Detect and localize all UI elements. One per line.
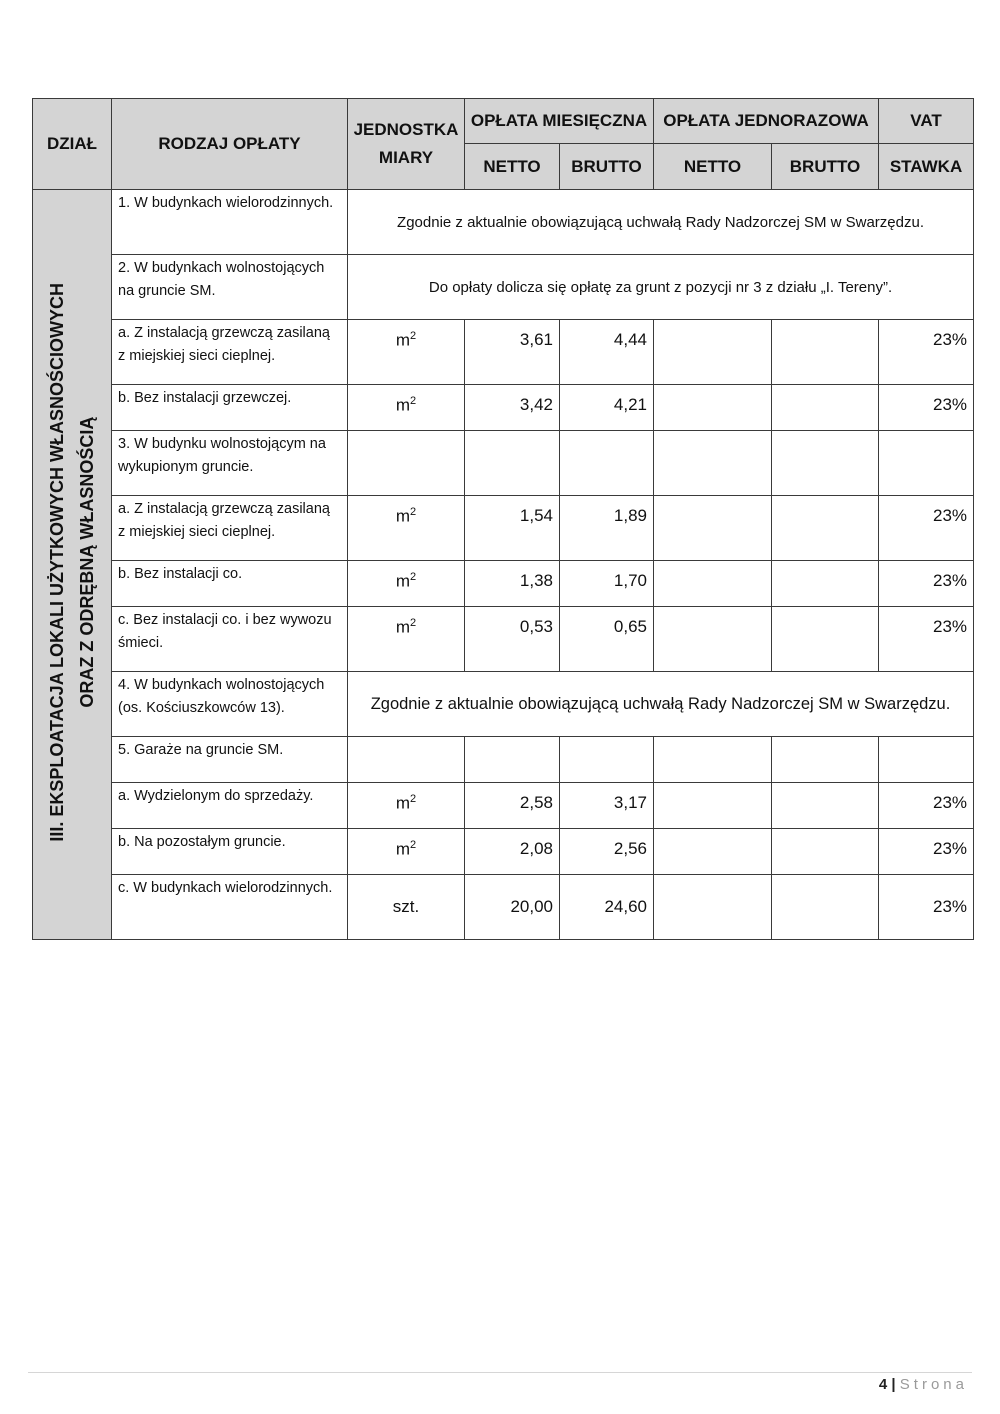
row-unit (348, 496, 465, 561)
header-monthly-netto: NETTO (465, 144, 560, 190)
row-monthly-netto (465, 737, 560, 783)
row-vat-rate (879, 737, 974, 783)
row-description: 3. W budynku wolnostojącym na wykupionym gruncie. (112, 431, 348, 496)
row-onetime-netto (654, 431, 772, 496)
row-onetime-brutto (772, 829, 879, 875)
row-unit (348, 783, 465, 829)
row-monthly-netto: 0,53 (465, 607, 560, 672)
unit-exponent: 2 (410, 330, 417, 342)
row-vat-rate: 23% (879, 607, 974, 672)
header-vat: VAT (879, 99, 974, 144)
row-vat-rate: 23% (879, 561, 974, 607)
table-row (33, 829, 974, 875)
footer-divider (28, 1372, 972, 1373)
row-unit (348, 320, 465, 385)
header-onetime-brutto: BRUTTO (772, 144, 879, 190)
header-jednostka-line2: MIARY (378, 148, 434, 167)
unit-exponent: 2 (410, 571, 417, 583)
row-vat-rate: 23% (879, 320, 974, 385)
table-row (33, 496, 974, 561)
table-row (33, 783, 974, 829)
row-vat-rate: 23% (879, 783, 974, 829)
header-jednostka-miary (348, 99, 465, 190)
row-vat-rate: 23% (879, 496, 974, 561)
row-vat-rate (879, 431, 974, 496)
table-row (33, 385, 974, 431)
header-monthly-brutto: BRUTTO (560, 144, 654, 190)
row-unit (348, 385, 465, 431)
row-onetime-netto (654, 320, 772, 385)
row-monthly-brutto: 1,89 (560, 496, 654, 561)
row-description: b. Na pozostałym gruncie. (112, 829, 348, 875)
row-monthly-netto: 2,08 (465, 829, 560, 875)
header-vat-stawka: STAWKA (879, 144, 974, 190)
row-monthly-brutto: 1,70 (560, 561, 654, 607)
section-label-cell (33, 190, 112, 940)
table-row (33, 875, 974, 940)
table-row (33, 561, 974, 607)
row-description: c. W budynkach wielorodzinnych. (112, 875, 348, 940)
row-unit (348, 431, 465, 496)
row-onetime-brutto (772, 783, 879, 829)
table-row (33, 255, 974, 320)
page-separator: | (891, 1376, 896, 1393)
row-merged-note: Do opłaty dolicza się opłatę za grunt z pozycji nr 3 z działu „I. Tereny”. (348, 255, 974, 320)
row-monthly-brutto: 3,17 (560, 783, 654, 829)
row-description: c. Bez instalacji co. i bez wywozu śmieci. (112, 607, 348, 672)
row-onetime-brutto (772, 431, 879, 496)
row-monthly-netto: 20,00 (465, 875, 560, 940)
unit-text: m (395, 330, 411, 350)
unit-text: m (395, 506, 411, 526)
table-row (33, 190, 974, 255)
row-vat-rate: 23% (879, 829, 974, 875)
row-onetime-brutto (772, 385, 879, 431)
row-monthly-netto: 3,42 (465, 385, 560, 431)
table-row (33, 737, 974, 783)
row-unit: szt. (348, 875, 465, 940)
row-unit (348, 561, 465, 607)
row-merged-note: Zgodnie z aktualnie obowiązującą uchwałą Rady Nadzorczej SM w Swarzędzu. (348, 190, 974, 255)
row-description: a. Z instalacją grzewczą zasilaną z miejskiej sieci cieplnej. (112, 320, 348, 385)
table-row (33, 320, 974, 385)
unit-text: m (395, 617, 411, 637)
unit-exponent: 2 (410, 395, 417, 407)
row-description: 4. W budynkach wolnostojących (os. Kościuszkowców 13). (112, 672, 348, 737)
row-onetime-brutto (772, 607, 879, 672)
header-oplata-jednorazowa: OPŁATA JEDNORAZOWA (654, 99, 879, 144)
row-onetime-brutto (772, 320, 879, 385)
row-onetime-brutto (772, 496, 879, 561)
row-monthly-brutto: 4,21 (560, 385, 654, 431)
row-monthly-brutto (560, 737, 654, 783)
row-onetime-brutto (772, 737, 879, 783)
row-monthly-brutto: 0,65 (560, 607, 654, 672)
row-merged-note: Zgodnie z aktualnie obowiązującą uchwałą Rady Nadzorczej SM w Swarzędzu. (348, 672, 974, 737)
table-row (33, 672, 974, 737)
unit-exponent: 2 (410, 506, 417, 518)
row-description: a. Z instalacją grzewczą zasilaną z miejskiej sieci cieplnej. (112, 496, 348, 561)
row-monthly-netto: 2,58 (465, 783, 560, 829)
row-vat-rate: 23% (879, 385, 974, 431)
header-dzial: DZIAŁ (33, 99, 112, 190)
unit-exponent: 2 (410, 839, 417, 851)
header-oplata-miesieczna: OPŁATA MIESIĘCZNA (465, 99, 654, 144)
row-monthly-brutto (560, 431, 654, 496)
unit-text: m (395, 571, 411, 591)
unit-text: m (395, 839, 411, 859)
row-onetime-netto (654, 875, 772, 940)
page-label: Strona (899, 1376, 968, 1393)
row-description: 5. Garaże na gruncie SM. (112, 737, 348, 783)
fees-table (32, 98, 974, 940)
row-description: a. Wydzielonym do sprzedaży. (112, 783, 348, 829)
table-row (33, 431, 974, 496)
row-unit (348, 829, 465, 875)
row-monthly-brutto: 24,60 (560, 875, 654, 940)
section-title (42, 283, 102, 842)
header-rodzaj-oplaty: RODZAJ OPŁATY (112, 99, 348, 190)
row-monthly-netto: 3,61 (465, 320, 560, 385)
row-monthly-netto: 1,38 (465, 561, 560, 607)
row-description: 1. W budynkach wielorodzinnych. (112, 190, 348, 255)
unit-exponent: 2 (410, 617, 417, 629)
header-jednostka-line1: JEDNOSTKA (353, 120, 459, 139)
row-monthly-brutto: 4,44 (560, 320, 654, 385)
row-vat-rate: 23% (879, 875, 974, 940)
row-onetime-brutto (772, 875, 879, 940)
page-number: 4 (878, 1376, 888, 1393)
row-onetime-netto (654, 385, 772, 431)
page-footer (879, 1376, 968, 1393)
row-onetime-brutto (772, 561, 879, 607)
row-onetime-netto (654, 737, 772, 783)
row-monthly-brutto: 2,56 (560, 829, 654, 875)
row-description: 2. W budynkach wolnostojących na gruncie SM. (112, 255, 348, 320)
unit-text: m (395, 793, 411, 813)
header-onetime-netto: NETTO (654, 144, 772, 190)
row-onetime-netto (654, 561, 772, 607)
table-row (33, 607, 974, 672)
row-onetime-netto (654, 829, 772, 875)
row-onetime-netto (654, 496, 772, 561)
row-description: b. Bez instalacji co. (112, 561, 348, 607)
row-monthly-netto: 1,54 (465, 496, 560, 561)
row-onetime-netto (654, 607, 772, 672)
header-row-1 (33, 99, 974, 144)
unit-text: m (395, 395, 411, 415)
row-onetime-netto (654, 783, 772, 829)
row-unit (348, 737, 465, 783)
unit-exponent: 2 (410, 793, 417, 805)
row-unit (348, 607, 465, 672)
row-description: b. Bez instalacji grzewczej. (112, 385, 348, 431)
section-title-line1: III. EKSPLOATACJA LOKALI UŻYTKOWYCH WŁASNOŚCIOWYCH (47, 282, 67, 842)
section-title-line2: ORAZ Z ODRĘBNĄ WŁASNOŚCIĄ (77, 416, 97, 708)
row-monthly-netto (465, 431, 560, 496)
